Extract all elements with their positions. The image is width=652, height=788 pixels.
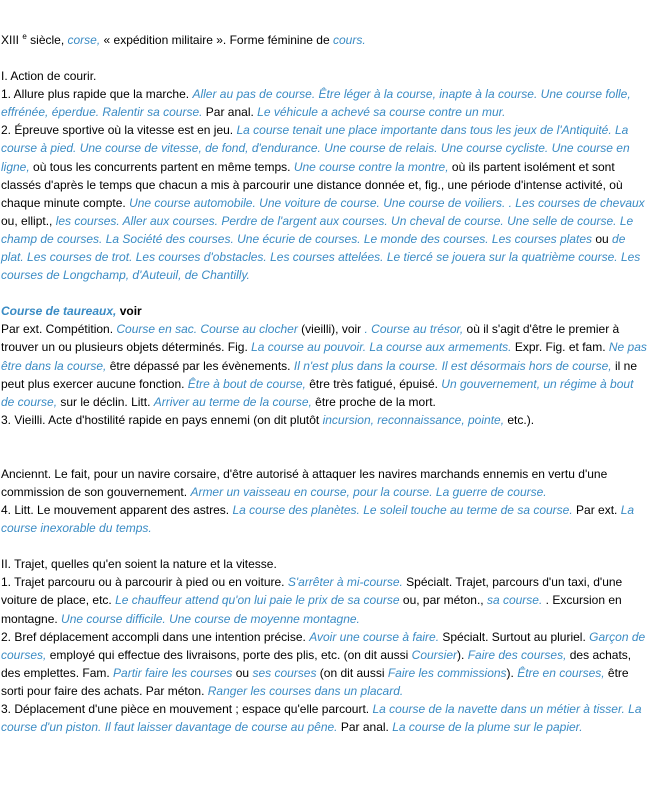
definition-1-1: 1. Allure plus rapide que la marche. Aller au pas de course. Être léger à la course, inapte à la course. Une course folle, effrénée, éperdue. Ralentir sa course. Par anal. Le véhicule a achevé sa course contre un mur. [1,87,631,120]
link-course-de-taureaux[interactable]: Course de taureaux, [1,304,117,319]
definition-2-2: 2. Bref déplacement accompli dans une intention précise. Avoir une course à faire. Spécialt. Surtout au pluriel. Garçon de courses, employé qui effectue des livraisons, porte des plis, etc. (on dit aussi Coursier). Faire des courses, des achats, des emplettes. Fam. Partir faire les courses ou ses courses (on dit aussi Faire les commissions). Être en courses, être sorti pour faire des achats. Par méton. Ranger les courses dans un placard. [1,629,646,698]
example: La course inexorable du temps. [1,503,635,536]
example: Un gouvernement, un régime à bout de course, [1,376,634,409]
section-1-heading: I. Action de courir. [1,69,97,84]
example: Être à bout de course, [187,376,306,391]
link-faire-les-commissions[interactable]: Faire les commissions [387,665,507,680]
example: Garçon de courses, [1,629,646,662]
example: incursion, reconnaissance, pointe, [322,412,505,427]
example: les courses. Aller aux courses. Perdre de l'argent aux courses. Un cheval de course. Une selle de course. Le champ de courses. La Société des courses. Une écurie de courses. Le monde des courses. Les courses plates [1,213,634,246]
anciennt-definition: Anciennt. Le fait, pour un navire corsaire, d'être autorisé à attaquer les navires marchands ennemis en vertu d'une commission de son gouvernement. Armer un vaisseau en course, pour la course. La guerre de course. [1,466,608,499]
example: La course tenait une place importante dans tous les jeux de l'Antiquité. La course à pied. Une course de vitesse, de fond, d'endurance. Une course de relais. Une course cycliste. Une course en ligne, [1,123,630,174]
century: XIII [1,33,20,47]
example: Être en courses, [517,665,605,680]
example: Partir faire les courses [113,665,233,680]
spacer [1,284,648,302]
definition-1-4: 4. Litt. Le mouvement apparent des astres. La course des planètes. Le soleil touche au terme de sa course. Par ext. La course inexorable du temps. [1,503,635,536]
voir-label: voir [116,304,142,319]
example: sa course. [486,593,543,608]
example: La course des planètes. Le soleil touche au terme de sa course. [232,503,573,518]
example: Il n'est plus dans la course. Il est désormais hors de course, [293,358,612,373]
example: Ne pas être dans la course, [1,340,647,373]
example: Une course automobile. Une voiture de course. Une course de voiliers. . Les courses de chevaux [129,195,645,210]
example: Arriver au terme de la course, [153,394,312,409]
example: Aller au pas de course. Être léger à la course, inapte à la course. Une course folle, effrénée, éperdue. Ralentir sa course. [1,87,631,120]
link-coursier[interactable]: Coursier [411,647,458,662]
example: Une course difficile. Une course de moyenne montagne. [61,611,360,626]
definition-2-3: 3. Déplacement d'une pièce en mouvement ; espace qu'elle parcourt. La course de la navette dans un métier à tisser. La course d'un piston. Il faut laisser davantage de course au pêne. Par anal. La course de la plume sur le papier. [1,702,642,735]
example: ses courses [252,665,317,680]
spacer [1,537,648,555]
example: Course en sac. Course au clocher [116,322,298,337]
example: Le véhicule a achevé sa course contre un mur. [257,105,506,120]
spacer [1,429,648,465]
example: . Course au trésor, [364,322,464,337]
definition-1-3: 3. Vieilli. Acte d'hostilité rapide en pays ennemi (on dit plutôt incursion, reconnaissance, pointe, etc.). [1,412,535,427]
section-2-heading: II. Trajet, quelles qu'en soient la nature et la vitesse. [1,557,277,572]
example: S'arrêter à mi-course. [287,575,403,590]
example: Avoir une course à faire. [309,629,440,644]
example: Armer un vaisseau en course, pour la course. La guerre de course. [190,484,547,499]
example: de plat. Les courses de trot. Les courses d'obstacles. Les courses attelées. Le tiercé se jouera sur la quatrième course. Les courses de Longchamp, d'Auteuil, de Chantilly. [1,231,641,283]
example: Ranger les courses dans un placard. [207,683,404,698]
example: Faire des courses, [467,647,567,662]
example: La course au pouvoir. La course aux armements. [251,340,512,355]
link-corse[interactable]: corse, [67,33,101,47]
bullfight-heading [1,302,648,320]
etymology: XIII $^e$ siècle, corse, « expédition militaire ». Forme féminine de cours. [1,32,366,47]
bullfight-definition: Par ext. Compétition. Course en sac. Course au clocher (vieilli), voir . Course au trésor, où il s'agit d'être le premier à trouver un ou plusieurs objets déterminés. Fig. La course au pouvoir. La course aux armements. Expr. Fig. et fam. Ne pas être dans la course, être dépassé par les évènements. Il n'est plus dans la course. Il est désormais hors de course, il ne peut plus exercer aucune fonction. Être à bout de course, être très fatigué, épuisé. Un gouvernement, un régime à bout de course, sur le déclin. Litt. Arriver au terme de la course, être proche de la mort. [1,322,647,409]
example: La course de la navette dans un métier à tisser. La course d'un piston. Il faut laisser davantage de course au pêne. [1,702,642,735]
spacer [1,49,648,67]
century-sup: e [22,32,27,41]
definition-1-2: 2. Épreuve sportive où la vitesse est en jeu. La course tenait une place importante dans tous les jeux de l'Antiquité. La course à pied. Une course de vitesse, de fond, d'endurance. Une course de relais. Une course cycliste. Une course en ligne, où tous les concurrents partent en même temps. Une course contre la montre, où ils partent isolément et sont classés d'après le temps que chacun a mis à parcourir une distance donnée et, fig., une période d'intense activité, où chaque minute compte. Une course automobile. Une voiture de course. Une course de voiliers. . Les courses de chevaux ou, ellipt., les courses. Aller aux courses. Perdre de l'argent aux courses. Un cheval de course. Une selle de course. Le champ de courses. La Société des courses. Une écurie de courses. Le monde des courses. Les courses plates ou de plat. Les courses de trot. Les courses d'obstacles. Les courses attelées. Le tiercé se jouera sur la quatrième course. Les courses de Longchamp, d'Auteuil, de Chantilly. [1,123,645,283]
example: Une course contre la montre, [293,159,449,174]
example: La course de la plume sur le papier. [392,720,583,735]
definition-2-1: 1. Trajet parcouru ou à parcourir à pied ou en voiture. S'arrêter à mi-course. Spécialt. Trajet, parcours d'un taxi, d'une voiture de place, etc. Le chauffeur attend qu'on lui paie le prix de sa course ou, par méton., sa course. . Excursion en montagne. Une course difficile. Une course de moyenne montagne. [1,575,623,626]
link-cours[interactable]: cours. [332,33,366,47]
example: Le chauffeur attend qu'on lui paie le prix de sa course [115,593,400,608]
